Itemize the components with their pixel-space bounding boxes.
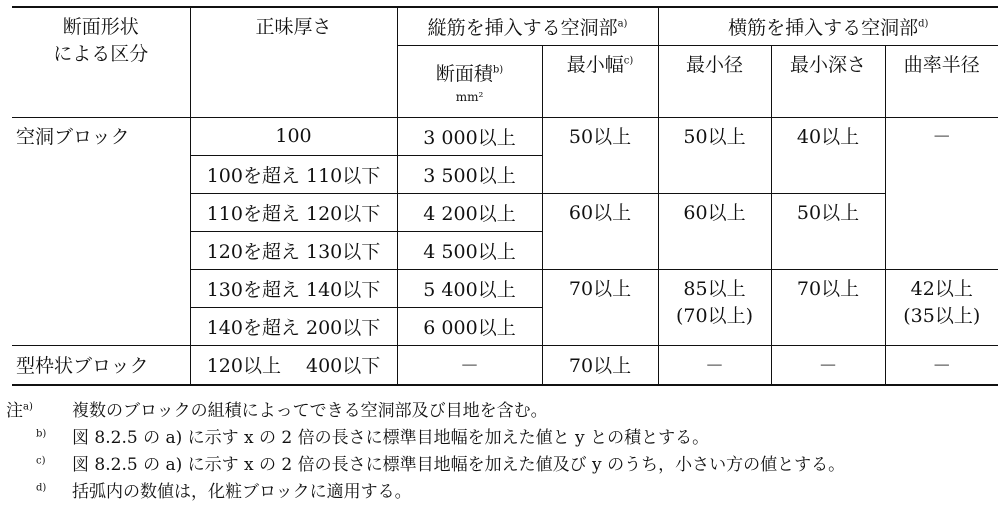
min-diameter-cell: 50以上 [658, 117, 771, 193]
curvature-cell [885, 269, 998, 345]
header-min-width-sup: c) [623, 55, 634, 67]
min-diameter-value: 85以上 [683, 277, 746, 300]
footnote-text: 図 8.2.5 の a) に示す x の 2 倍の長さに標準目地幅を加えた値及び y のうち，小さい方の値とする。 [72, 455, 846, 475]
specification-table [12, 6, 998, 386]
row-label-formwork-block: 型枠状ブロック [12, 345, 190, 385]
header-cross-section-area [397, 45, 542, 117]
min-diameter-cell: 60以上 [658, 193, 771, 269]
header-vertical-bar-label: 縦筋を挿入する空洞部 [427, 16, 618, 39]
formwork-curvature-cell: － [885, 345, 998, 385]
footnote-mark: d) [36, 482, 47, 494]
min-width-cell: 50以上 [542, 117, 658, 193]
area-cell: 5 400以上 [397, 269, 542, 307]
min-depth-cell: 40以上 [771, 117, 885, 193]
formwork-min-width-cell: 70以上 [542, 345, 658, 385]
footnote-lead-mark [6, 398, 33, 425]
thickness-cell: 110を超え 120以下 [190, 193, 397, 231]
header-area-unit: mm² [455, 89, 484, 104]
header-curvature-radius: 曲率半径 [885, 45, 998, 117]
header-area-sup: b) [492, 64, 504, 76]
header-vertical-bar-sup: a) [617, 18, 628, 30]
footnote-mark: a) [23, 401, 33, 413]
header-horizontal-bar-sup: d) [918, 18, 929, 30]
min-width-cell: 60以上 [542, 193, 658, 269]
footnote-a [0, 398, 1000, 425]
header-min-depth: 最小深さ [771, 45, 885, 117]
area-cell: 6 000以上 [397, 307, 542, 345]
curvature-cosmetic-value: (35以上) [903, 304, 981, 327]
footnote-d [0, 479, 1000, 506]
area-cell: 4 200以上 [397, 193, 542, 231]
min-width-cell: 70以上 [542, 269, 658, 345]
min-diameter-cell [658, 269, 771, 345]
footnote-lead: 注 [6, 401, 23, 421]
footnote-mark: c) [36, 455, 46, 467]
header-vertical-bar-group [397, 7, 658, 45]
min-diameter-cosmetic-value: (70以上) [676, 304, 754, 327]
footnote-text: 図 8.2.5 の a) に示す x の 2 倍の長さに標準目地幅を加えた値と y との積とする。 [72, 428, 710, 448]
header-min-width-label: 最小幅 [566, 53, 624, 76]
formwork-min-diameter-cell: － [658, 345, 771, 385]
thickness-cell: 120を超え 130以下 [190, 231, 397, 269]
row-label-hollow-block: 空洞ブロック [12, 117, 190, 345]
thickness-cell: 100 [190, 117, 397, 155]
curvature-value: 42以上 [910, 277, 973, 300]
header-horizontal-bar-group [658, 7, 998, 45]
header-net-thickness: 正味厚さ [190, 7, 397, 117]
header-section-class [12, 7, 190, 117]
footnote-b [0, 425, 1000, 452]
formwork-area-cell: － [397, 345, 542, 385]
thickness-cell: 140を超え 200以下 [190, 307, 397, 345]
footnote-c [0, 452, 1000, 479]
min-depth-cell: 50以上 [771, 193, 885, 269]
thickness-cell: 100を超え 110以下 [190, 155, 397, 193]
thickness-cell: 130を超え 140以下 [190, 269, 397, 307]
header-section-class-line2: による区分 [53, 43, 149, 65]
header-horizontal-bar-label: 横筋を挿入する空洞部 [728, 16, 919, 39]
header-min-diameter: 最小径 [658, 45, 771, 117]
area-cell: 3 500以上 [397, 155, 542, 193]
min-depth-cell: 70以上 [771, 269, 885, 345]
formwork-thickness-cell: 120以上 400以下 [190, 345, 397, 385]
footnote-text: 括弧内の数値は，化粧ブロックに適用する。 [72, 482, 412, 502]
footnotes [0, 398, 1000, 506]
area-cell: 4 500以上 [397, 231, 542, 269]
area-cell: 3 000以上 [397, 117, 542, 155]
curvature-cell: － [885, 117, 998, 269]
header-min-width [542, 45, 658, 117]
header-area-label: 断面積 [435, 62, 493, 85]
footnote-text: 複数のブロックの組積によってできる空洞部及び目地を含む。 [72, 401, 548, 421]
header-section-class-line1: 断面形状 [62, 16, 139, 38]
footnote-mark: b) [36, 428, 47, 440]
formwork-min-depth-cell: － [771, 345, 885, 385]
